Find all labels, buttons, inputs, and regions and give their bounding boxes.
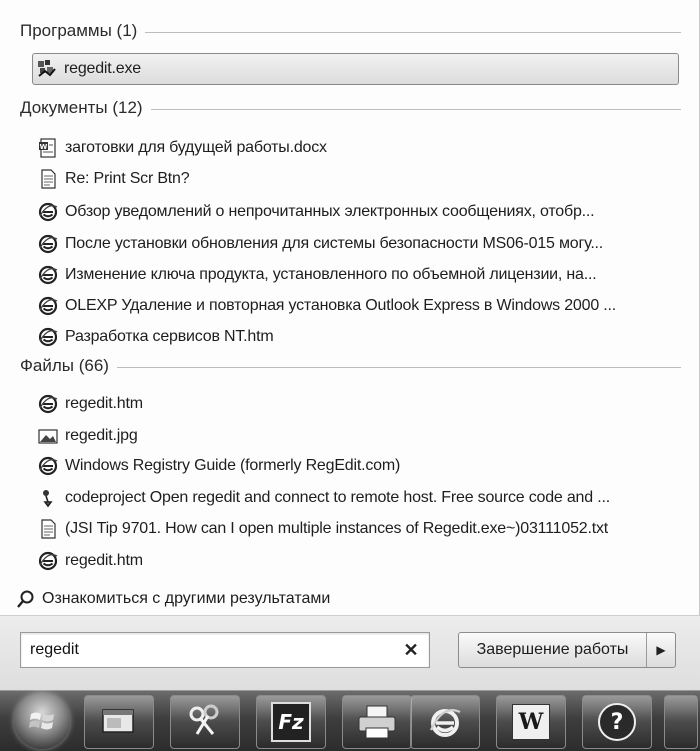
taskbar-paint-button[interactable] xyxy=(170,695,240,749)
group-header-programs xyxy=(20,19,681,43)
result-item-document[interactable] xyxy=(34,197,671,227)
taskbar-word-button[interactable] xyxy=(496,695,566,749)
see-more-results-label: Ознакомиться с другими результатами xyxy=(42,590,331,607)
taskbar-printer-button[interactable] xyxy=(342,695,412,749)
result-item-label: Изменение ключа продукта, установленного по объемной лицензии, на... xyxy=(65,266,597,283)
ie-html-icon xyxy=(37,550,59,572)
ie-html-icon xyxy=(37,455,59,477)
taskbar-ie-button[interactable] xyxy=(410,695,480,749)
result-item-label: regedit.htm xyxy=(65,395,143,412)
result-item-label: OLEXP Удаление и повторная установка Outlook Express в Windows 2000 ... xyxy=(65,297,616,314)
result-item-label: codeproject Open regedit and connect to remote host. Free source code and ... xyxy=(65,489,610,506)
result-item-label: (JSI Tip 9701. How can I open multiple instances of Regedit.exe~)03111052.txt xyxy=(65,520,609,537)
text-doc-icon xyxy=(37,518,59,540)
search-box xyxy=(20,632,430,668)
ie-html-icon xyxy=(37,295,59,317)
filezilla-icon-text: Fz xyxy=(278,710,304,734)
lamp-icon xyxy=(37,487,59,509)
result-item-label: Windows Registry Guide (formerly RegEdit.com) xyxy=(65,457,401,474)
result-item-document[interactable] xyxy=(34,164,671,194)
result-item-file[interactable] xyxy=(34,483,671,513)
filezilla-icon xyxy=(271,702,311,742)
ie-html-icon xyxy=(37,201,59,223)
result-item-label: После установки обновления для системы безопасности MS06-015 могу... xyxy=(65,235,604,252)
taskbar-filezilla-button[interactable] xyxy=(256,695,326,749)
divider xyxy=(145,32,681,33)
word-doc-icon xyxy=(37,137,59,159)
search-input[interactable] xyxy=(21,634,397,666)
text-doc-icon xyxy=(37,168,59,190)
explorer-window-icon xyxy=(99,704,139,740)
ie-icon xyxy=(425,702,465,742)
taskbar-overflow-button[interactable] xyxy=(664,695,698,749)
scissors-icon xyxy=(185,702,225,742)
close-icon[interactable]: ✕ xyxy=(403,639,419,660)
help-icon-text: ? xyxy=(610,709,624,735)
divider xyxy=(151,109,681,110)
group-title-files: Файлы (66) xyxy=(20,356,109,375)
shutdown-button[interactable]: Завершение работы xyxy=(459,633,647,667)
regedit-icon xyxy=(36,58,58,80)
group-header-documents xyxy=(20,96,681,120)
taskbar-help-button[interactable] xyxy=(582,695,652,749)
windows-start-orb-icon[interactable] xyxy=(14,693,70,749)
result-item-regedit-exe[interactable] xyxy=(32,53,679,85)
divider xyxy=(117,367,681,368)
result-item-label: заготовки для будущей работы.docx xyxy=(65,139,327,156)
image-file-icon xyxy=(37,425,59,447)
result-item-label: Обзор уведомлений о непрочитанных электронных сообщениях, отобр... xyxy=(65,203,595,220)
result-item-document[interactable] xyxy=(34,260,671,290)
result-item-file[interactable] xyxy=(34,421,671,451)
result-item-file[interactable] xyxy=(34,514,671,544)
result-item-document[interactable] xyxy=(34,322,671,352)
result-item-file[interactable] xyxy=(34,451,671,481)
result-item-document[interactable] xyxy=(34,229,671,259)
chevron-right-icon[interactable]: ▶ xyxy=(656,643,666,657)
ie-html-icon xyxy=(37,264,59,286)
shutdown-button-group xyxy=(458,632,676,668)
group-title-documents: Документы (12) xyxy=(20,98,143,117)
svg-text:W: W xyxy=(39,143,48,151)
word-icon-text: W xyxy=(518,709,544,735)
result-item-file[interactable] xyxy=(34,546,671,576)
result-item-label: regedit.htm xyxy=(65,552,143,569)
result-item-label: Разработка сервисов NT.htm xyxy=(65,328,274,345)
group-title-programs: Программы (1) xyxy=(20,21,138,40)
result-item-label: Re: Print Scr Btn? xyxy=(65,170,190,187)
see-more-results-link[interactable] xyxy=(16,586,330,612)
start-menu-bottom-bar xyxy=(0,615,700,691)
taskbar-explorer-button[interactable] xyxy=(84,695,154,749)
ie-html-icon xyxy=(37,326,59,348)
result-item-document[interactable] xyxy=(34,291,671,321)
ie-html-icon xyxy=(37,233,59,255)
group-header-files xyxy=(20,354,681,378)
result-item-label: regedit.exe xyxy=(64,60,141,77)
search-icon xyxy=(16,589,36,609)
taskbar xyxy=(0,690,700,751)
printer-icon xyxy=(355,702,399,742)
word-icon xyxy=(512,704,550,740)
ie-html-icon xyxy=(37,393,59,415)
result-item-document[interactable] xyxy=(34,133,671,163)
result-item-file[interactable] xyxy=(34,389,671,419)
result-item-label: regedit.jpg xyxy=(65,427,138,444)
help-icon xyxy=(598,703,636,741)
